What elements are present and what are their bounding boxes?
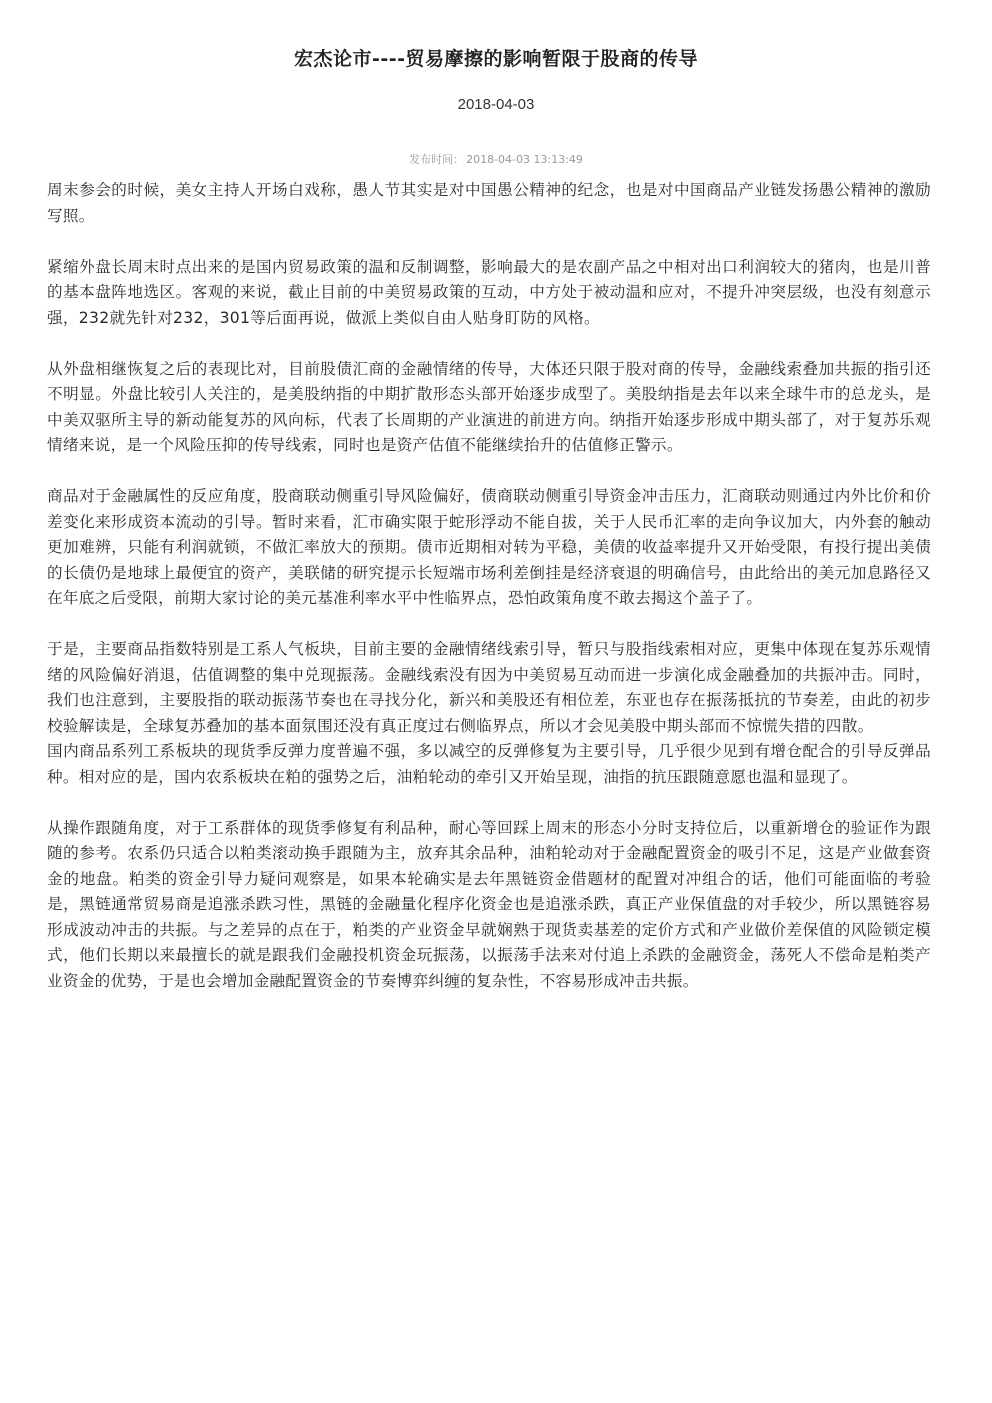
- article-date: 2018-04-03: [457, 96, 535, 113]
- paragraph-6: 国内商品系列工系板块的现货季反弹力度普遍不强，多以减空的反弹修复为主要引导，几乎很少见到有增仓配合的引导反弹品种。相对应的是，国内农系板块在粕的强势之后，油粕轮动的牵引又开始呈现，油指的抗压跟随意愿也温和显现了。: [47, 742, 931, 786]
- paragraph-2: 紧缩外盘长周末时点出来的是国内贸易政策的温和反制调整，影响最大的是农副产品之中相对出口利润较大的猪肉，也是川普的基本盘阵地选区。客观的来说，截止目前的中美贸易政策的互动，中方处于被动温和应对，不提升冲突层级，也没有刻意示强，232就先针对232，301等后面再说，做派上类似自由人贴身盯防的风格。: [47, 257, 931, 327]
- article-body: [47, 178, 931, 994]
- article-title: 宏杰论市----贸易摩擦的影响暂限于股商的传导: [293, 48, 699, 70]
- paragraph-7: 从操作跟随角度，对于工系群体的现货季修复有利品种，耐心等回踩上周末的形态小分时支持位后，以重新增仓的验证作为跟随的参考。农系仍只适合以粕类滚动换手跟随为主，放弃其余品种，油粕轮动对于金融配置资金的吸引不足，这是产业做套资金的地盘。粕类的资金引导力疑问观察是，如果本轮确实是去年黑链资金借题材的配置对冲组合的话，他们可能面临的考验是，黑链通常贸易商是追涨杀跌习性，黑链的金融量化程序化资金也是追涨杀跌，真正产业保值盘的对手较少，所以黑链容易形成波动冲击的共振。与之差异的点在于，粕类的产业资金早就娴熟于现货卖基差的定价方式和产业做价差保值的风险锁定模式，他们长期以来最擅长的就是跟我们金融投机资金玩振荡，以振荡手法来对付追上杀跌的金融资金，荡死人不偿命是粕类产业资金的优势，于是也会增加金融配置资金的节奏博弈纠缠的复杂性，不容易形成冲击共振。: [47, 818, 931, 990]
- paragraph-1: 周末参会的时候，美女主持人开场白戏称，愚人节其实是对中国愚公精神的纪念，也是对中国商品产业链发扬愚公精神的激励写照。: [47, 181, 931, 225]
- publish-time-line: [0, 151, 992, 167]
- publish-time-value: 2018-04-03 13:13:49: [466, 153, 583, 166]
- publish-time-label: 发布时间：: [409, 153, 465, 166]
- paragraph-3: 从外盘相继恢复之后的表现比对，目前股债汇商的金融情绪的传导，大体还只限于股对商的传导，金融线索叠加共振的指引还不明显。外盘比较引人关注的，是美股纳指的中期扩散形态头部开始逐步成型了。美股纳指是去年以来全球牛市的总龙头，是中美双驱所主导的新动能复苏的风向标，代表了长周期的产业演进的前进方向。纳指开始逐步形成中期头部了，对于复苏乐观情绪来说，是一个风险压抑的传导线索，同时也是资产估值不能继续抬升的估值修正警示。: [47, 359, 931, 454]
- paragraph-4: 商品对于金融属性的反应角度，股商联动侧重引导风险偏好，债商联动侧重引导资金冲击压力，汇商联动则通过内外比价和价差变化来形成资本流动的引导。暂时来看，汇市确实限于蛇形浮动不能自拔，关于人民币汇率的走向争议加大，内外套的触动更加难辨，只能有利润就锁，不做汇率放大的预期。债市近期相对转为平稳，美债的收益率提升又开始受限，有投行提出美债的长债仍是地球上最便宜的资产，美联储的研究提示长短端市场利差倒挂是经济衰退的明确信号，由此给出的美元加息路径又在年底之后受限，前期大家讨论的美元基准利率水平中性临界点，恐怕政策角度不敢去揭这个盖子了。: [47, 487, 931, 607]
- paragraph-5: 于是，主要商品指数特别是工系人气板块，目前主要的金融情绪线索引导，暂只与股指线索相对应，更集中体现在复苏乐观情绪的风险偏好消退，估值调整的集中兑现振荡。金融线索没有因为中美贸易互动而进一步演化成金融叠加的共振冲击。同时，我们也注意到，主要股指的联动振荡节奏也在寻找分化，新兴和美股还有相位差，东亚也存在振荡抵抗的节奏差，由此的初步校验解读是，全球复苏叠加的基本面氛围还没有真正度过右侧临界点，所以才会见美股中期头部而不惊慌失措的四散。: [47, 640, 931, 735]
